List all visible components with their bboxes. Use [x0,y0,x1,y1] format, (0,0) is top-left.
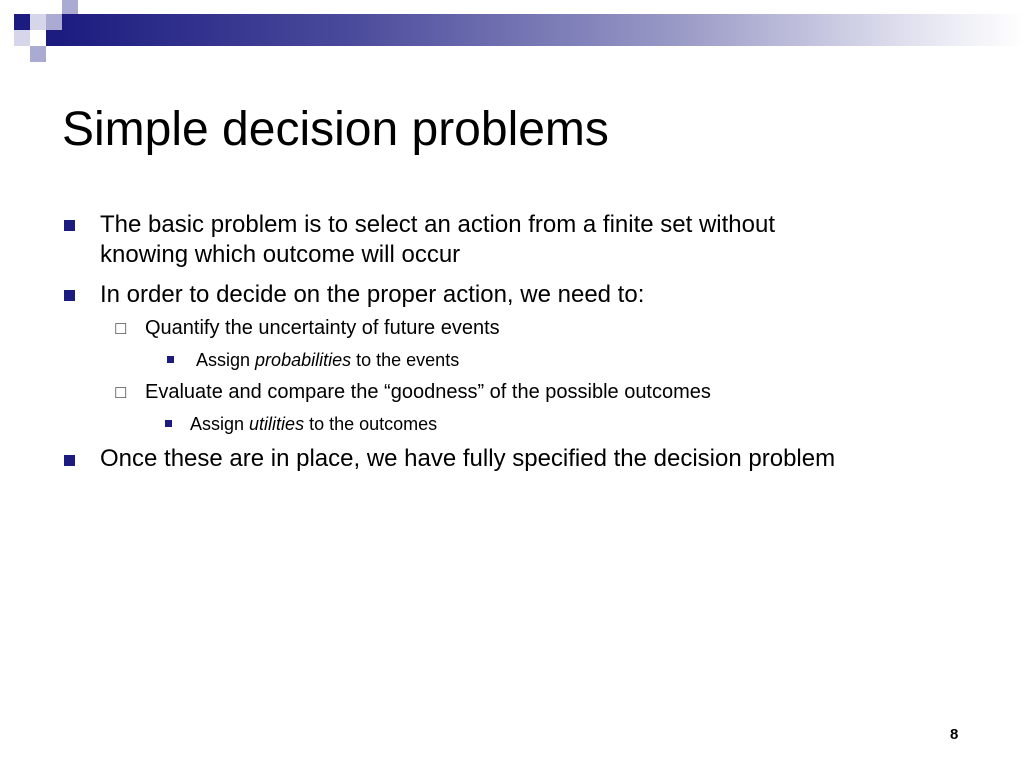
text-probabilities: probabilities [255,350,352,370]
slide-title: Simple decision problems [62,103,609,156]
bullet-item-1-line-2: knowing which outcome will occur [100,241,461,268]
sub-bullet-evaluate: Evaluate and compare the “goodness” of the possible outcomes [145,381,711,403]
decor-square-icon [46,14,62,30]
text-to-outcomes: to the outcomes [309,414,438,434]
decor-square-icon [30,14,46,30]
text-assign: Assign [196,350,251,370]
decor-square-icon [14,30,30,46]
text-assign: Assign [190,414,245,434]
filled-square-icon [167,356,174,363]
hollow-square-icon: ☐ [114,385,128,402]
bullet-item-2: In order to decide on the proper action, we need to: [100,281,645,308]
decor-square-icon [14,14,30,30]
sub-bullet-quantify: Quantify the uncertainty of future events [145,317,500,339]
bullet-item-1-line-1: The basic problem is to select an action from a finite set without [100,211,775,238]
decor-square-icon [46,30,62,46]
header-gradient-bar [60,14,1024,46]
text-utilities: utilities [249,414,305,434]
hollow-square-icon: ☐ [114,321,128,338]
decor-square-icon [30,46,46,62]
decor-square-icon [62,0,78,14]
filled-square-icon [64,455,75,466]
filled-square-icon [64,290,75,301]
sub-sub-bullet-utilities [190,413,437,435]
page-number: 8 [950,726,959,743]
text-to-events: to the events [356,350,460,370]
filled-square-icon [165,420,172,427]
filled-square-icon [64,220,75,231]
sub-sub-bullet-probabilities [196,349,459,371]
bullet-item-3: Once these are in place, we have fully specified the decision problem [100,445,836,472]
